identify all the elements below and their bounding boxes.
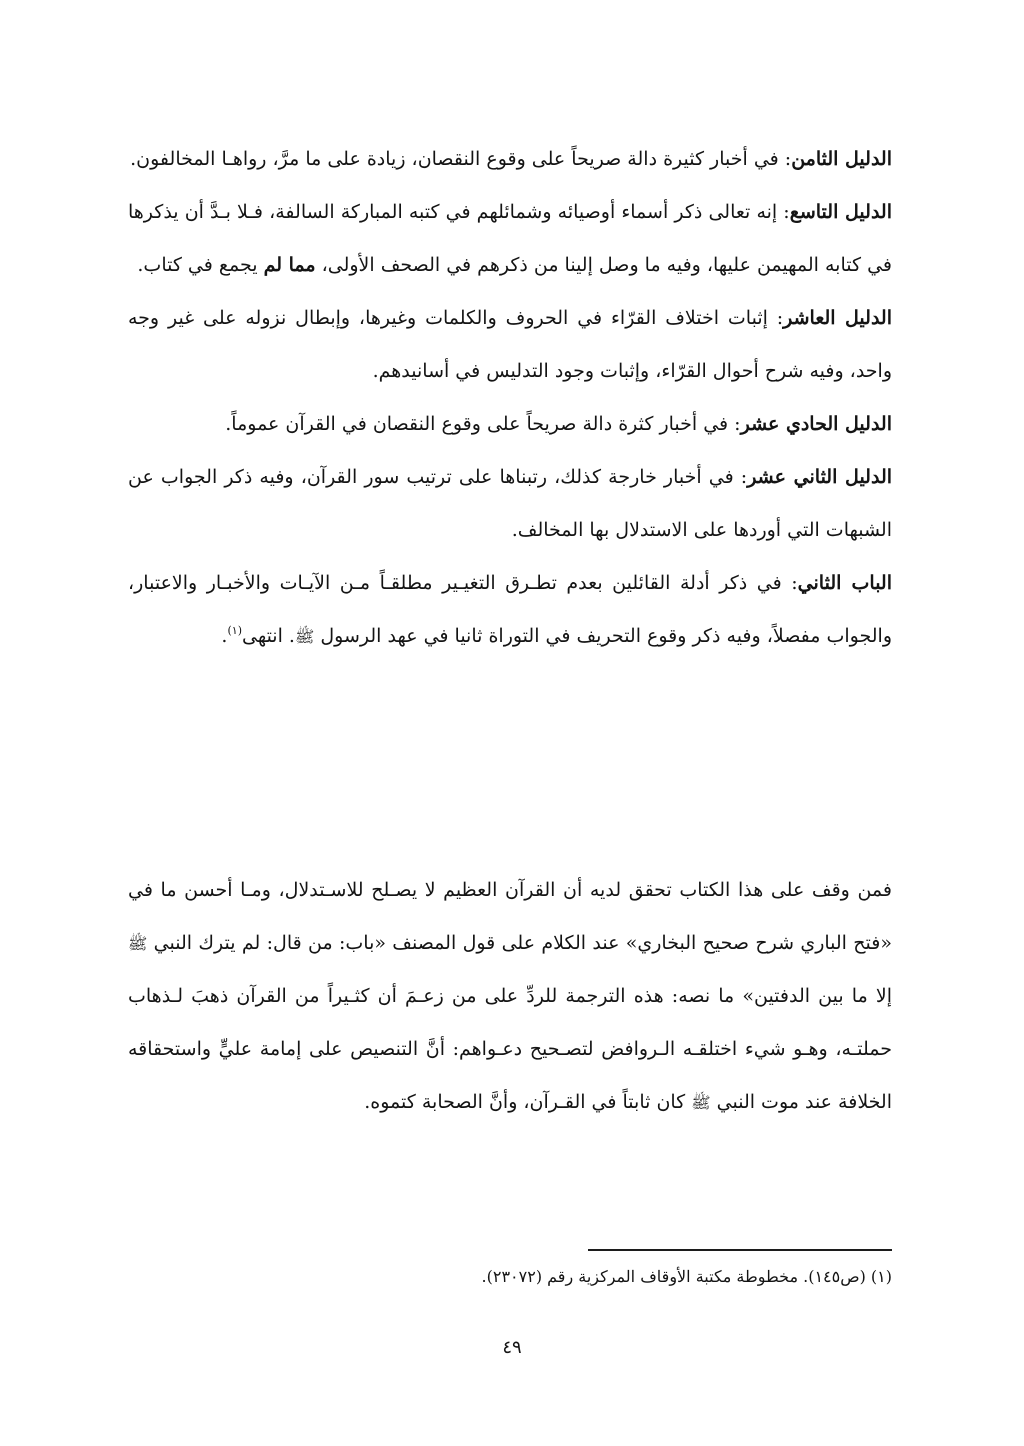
footnote-reference[interactable]: (١) [227,624,242,637]
heading-evidence-9: الدليل التاسع [789,201,892,223]
heading-evidence-12: الدليل الثاني عشر [747,466,893,488]
body-paragraph [128,864,892,1129]
salawat-symbol: ﷺ [294,627,315,646]
salawat-symbol: ﷺ [691,1093,711,1112]
body-paragraph-block [128,864,892,1129]
paragraph-evidence-10 [128,292,892,398]
text-evidence-10: : إثبات اختلاف القرّاء في الحروف والكلمات وغيرها، وإبطال نزوله على غير وجه واحد، وفيه شرح أحوال القرّاء، وإثبات وجود التدليس في أسانيدهم. [128,307,892,382]
heading-chapter-2: الباب الثاني [797,572,892,594]
paragraph-evidence-8 [128,133,892,186]
footnote-separator [588,1249,892,1251]
heading-evidence-11: الدليل الحادي عشر [740,413,892,435]
body-text-2: إلا ما بين الدفتين» ما نصه: هذه الترجمة للردِّ على من زعـمَ أن كثـيراً من القرآن ذهبَ لـذهاب حملتـه، وهـو شيء اختلقـه الـروافض لتصـحيح دعـواهم: أنَّ التنصيص على إمامة عليٍّ واستحقاقه الخلافة عند موت النبي [128,985,892,1113]
heading-evidence-10: الدليل العاشر [783,307,892,329]
evidence-list [128,133,892,665]
text-evidence-12: : في أخبار خارجة كذلك، رتبناها على ترتيب سور القرآن، وفيه ذكر الجواب عن الشبهات التي أوردها على الاستدلال بها المخالف. [128,466,892,541]
text-evidence-9-tail: يجمع في كتاب. [137,254,264,276]
text-evidence-9: : إنه تعالى ذكر أسماء أوصيائه وشمائلهم في كتبه المباركة السالفة، فـلا بـدَّ أن يذكرها في كتابه المهيمن عليها، وفيه ما وصل إلينا من ذكرهم في الصحف الأولى، [128,201,892,276]
text-chapter-2-end: . [221,625,228,647]
paragraph-evidence-11 [128,398,892,451]
bold-phrase-evidence-9: مما لم [263,254,316,276]
footnote: (١) (ص١٤٥). مخطوطة مكتبة الأوقاف المركزية رقم (٢٣٠٧٢). [481,1267,892,1286]
body-text-1: فمن وقف على هذا الكتاب تحقق لديه أن القرآن العظيم لا يصـلح للاسـتدلال، ومـا أحسن ما في «فتح الباري شرح صحيح البخاري» عند الكلام على قول المصنف «باب: من قال: لم يترك النبي [128,879,892,954]
paragraph-evidence-9 [128,186,892,292]
text-evidence-8: : في أخبار كثيرة دالة صريحاً على وقوع النقصان، زيادة على ما مرَّ، رواهـا المخالفون. [130,148,792,170]
text-chapter-2: : في ذكر أدلة القائلين بعدم تطـرق التغيـير مطلقـاً مـن الآيـات والأخبـار والاعتبار، والجواب مفصلاً، وفيه ذكر وقوع التحريف في التوراة ثانيا في عهد الرسول [128,572,892,647]
heading-evidence-8: الدليل الثامن [791,148,892,170]
body-text-3: كان ثابتاً في القـرآن، وأنَّ الصحابة كتموه. [364,1091,692,1113]
text-evidence-11: : في أخبار كثرة دالة صريحاً على وقوع النقصان في القرآن عموماً. [225,413,741,435]
salawat-symbol: ﷺ [128,934,148,953]
page-number: ٤٩ [502,1337,522,1358]
paragraph-evidence-12 [128,451,892,557]
text-chapter-2-tail: . انتهى [241,625,295,647]
paragraph-chapter-2 [128,557,892,665]
